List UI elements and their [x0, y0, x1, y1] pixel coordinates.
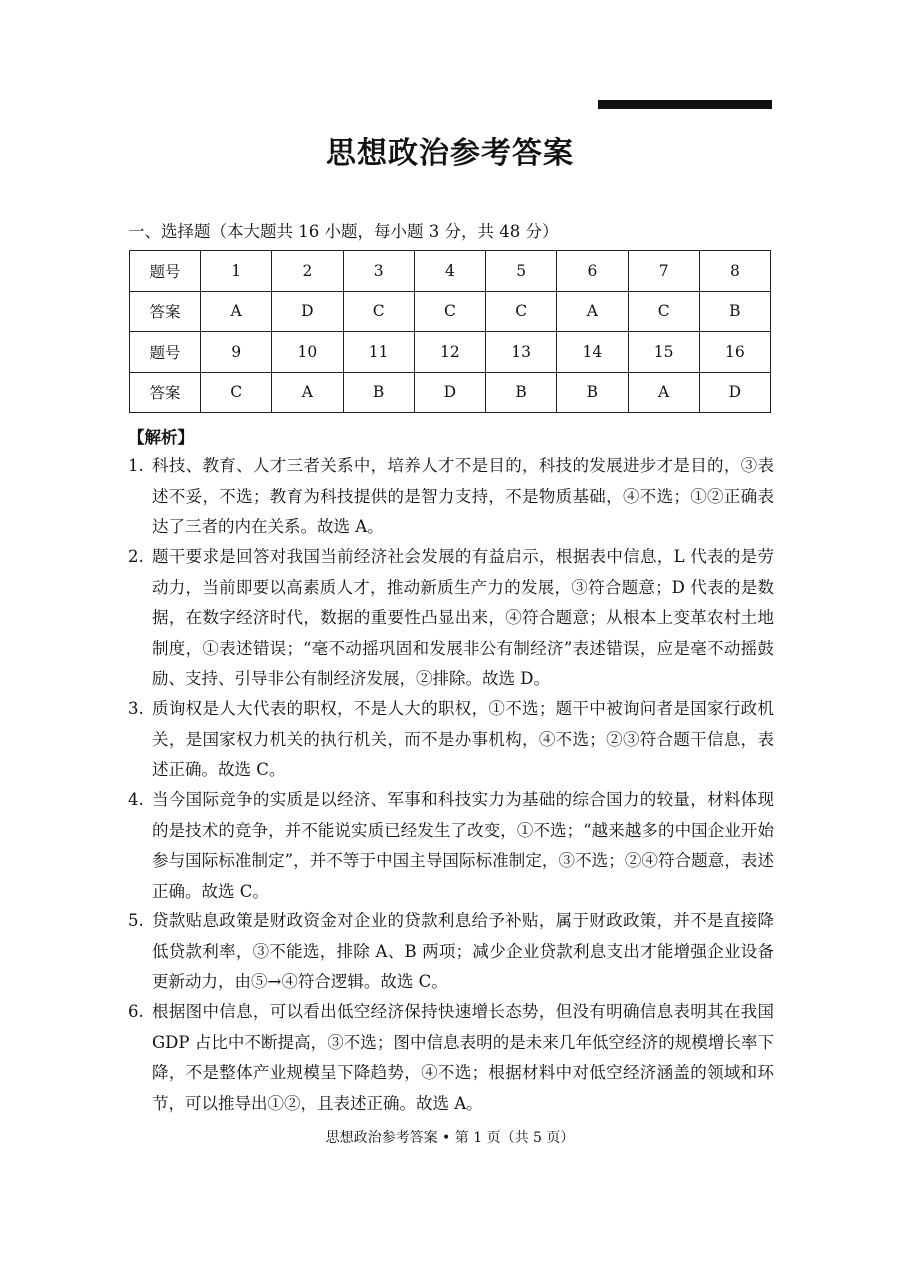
table-cell: D [414, 372, 485, 413]
table-cell: 8 [699, 251, 770, 292]
item-number: 1. [128, 456, 144, 475]
table-cell: D [272, 291, 343, 332]
item-text: 质询权是人大代表的职权，不是人大的职权，①不选；题干中被询问者是国家行政机关，是国家权力机关的执行机关，而不是办事机构，④不选；②③符合题干信息，表述正确。故选 C。 [152, 699, 774, 779]
item-text: 科技、教育、人才三者关系中，培养人才不是目的，科技的发展进步才是目的，③表述不妥，不选；教育为科技提供的是智力支持，不是物质基础，④不选；①②正确表达了三者的内在关系。故选 A。 [152, 456, 774, 536]
table-cell: 9 [201, 332, 272, 373]
table-cell: B [343, 372, 414, 413]
table-cell: 14 [557, 332, 628, 373]
item-text: 根据图中信息，可以看出低空经济保持快速增长态势，但没有明确信息表明其在我国 GDP 占比中不断提高，③不选；图中信息表明的是未来几年低空经济的规模增长率下降，不是整体产业规模呈下降趋势，④不选；根据材料中对低空经济涵盖的领域和环节，可以推导出①②，且表述正确。故选 A。 [152, 1002, 774, 1113]
row-label: 答案 [130, 372, 201, 413]
item-number: 5. [128, 911, 144, 930]
table-cell: A [272, 372, 343, 413]
analysis-item [128, 906, 774, 998]
table-row [130, 291, 771, 332]
table-cell: C [414, 291, 485, 332]
item-number: 3. [128, 699, 144, 718]
row-label: 答案 [130, 291, 201, 332]
table-cell: A [628, 372, 699, 413]
item-text: 贷款贴息政策是财政资金对企业的贷款利息给予补贴，属于财政政策，并不是直接降低贷款利率，③不能选，排除 A、B 两项；减少企业贷款利息支出才能增强企业设备更新动力，由⑤→④符合逻辑。故选 C。 [152, 911, 774, 991]
table-cell: C [343, 291, 414, 332]
table-cell: 5 [486, 251, 557, 292]
table-cell: C [201, 372, 272, 413]
header-bar [598, 100, 772, 109]
page-footer: 思想政治参考答案 • 第 1 页（共 5 页） [325, 1130, 575, 1146]
analysis-item [128, 694, 774, 786]
item-number: 4. [128, 790, 144, 809]
table-cell: B [486, 372, 557, 413]
table-cell: 6 [557, 251, 628, 292]
section-header: 一、选择题（本大题共 16 小题，每小题 3 分，共 48 分） [128, 222, 559, 241]
analysis-item [128, 785, 774, 907]
table-cell: 7 [628, 251, 699, 292]
table-cell: D [699, 372, 770, 413]
analysis-header: 【解析】 [128, 428, 194, 447]
table-row [130, 372, 771, 413]
item-text: 题干要求是回答对我国当前经济社会发展的有益启示，根据表中信息，L 代表的是劳动力，当前即要以高素质人才，推动新质生产力的发展，③符合题意；D 代表的是数据，在数字经济时代，数据的重要性凸显出来，④符合题意；从根本上变革农村土地制度，①表述错误；“毫不动摇巩固和发展非公有制经济”表述错误，应是毫不动摇鼓励、支持、引导非公有制经济发展，②排除。故选 D。 [152, 547, 774, 688]
table-cell: 1 [201, 251, 272, 292]
table-cell: 15 [628, 332, 699, 373]
item-number: 6. [128, 1002, 144, 1021]
analysis-item [128, 997, 774, 1119]
table-row [130, 332, 771, 373]
table-cell: 2 [272, 251, 343, 292]
table-cell: A [201, 291, 272, 332]
row-label: 题号 [130, 332, 201, 373]
item-number: 2. [128, 547, 144, 566]
answer-table [129, 250, 771, 413]
table-cell: 10 [272, 332, 343, 373]
analysis-item [128, 451, 774, 543]
table-cell: C [486, 291, 557, 332]
table-cell: B [699, 291, 770, 332]
analysis-item [128, 542, 774, 695]
table-cell: 16 [699, 332, 770, 373]
table-cell: 3 [343, 251, 414, 292]
page-title: 思想政治参考答案 [326, 136, 574, 171]
row-label: 题号 [130, 251, 201, 292]
table-cell: C [628, 291, 699, 332]
table-cell: 11 [343, 332, 414, 373]
table-cell: 12 [414, 332, 485, 373]
table-cell: A [557, 291, 628, 332]
table-cell: 4 [414, 251, 485, 292]
table-cell: B [557, 372, 628, 413]
table-row [130, 251, 771, 292]
table-cell: 13 [486, 332, 557, 373]
item-text: 当今国际竞争的实质是以经济、军事和科技实力为基础的综合国力的较量，材料体现的是技术的竞争，并不能说实质已经发生了改变，①不选；“越来越多的中国企业开始参与国际标准制定”，并不等于中国主导国际标准制定，③不选；②④符合题意，表述正确。故选 C。 [152, 790, 774, 901]
